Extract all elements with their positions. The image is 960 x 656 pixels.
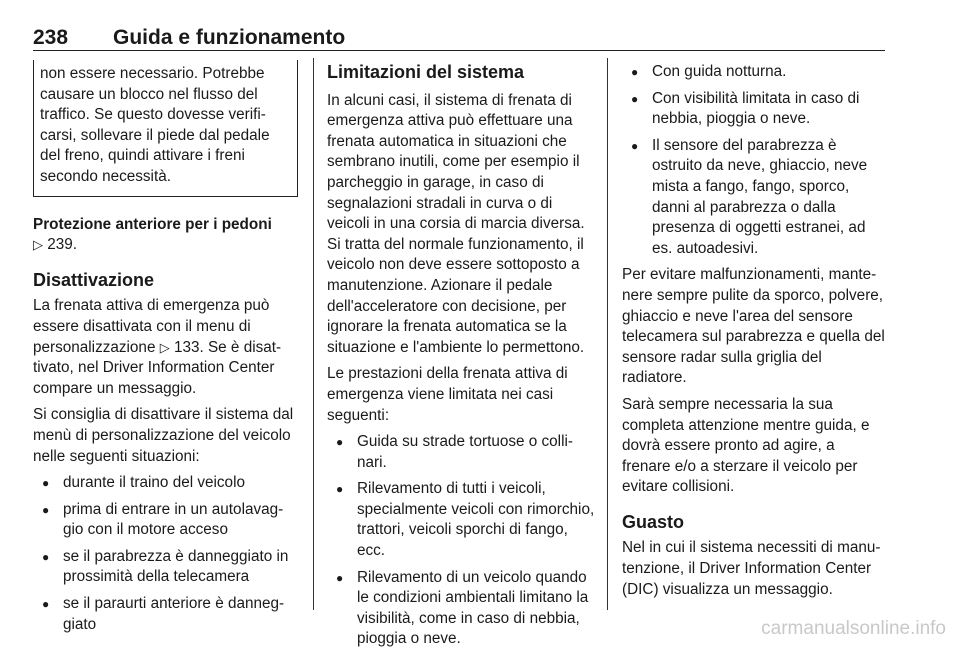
page-ref-icon: ▷ xyxy=(33,237,43,253)
limitations-list-continued xyxy=(622,62,886,259)
list-item: ● Rilevamento di tutti i veicoli, specialmente veicoli con rimorchio, trattori, veicoli sporchi di fango, ecc. xyxy=(327,479,595,561)
column-left xyxy=(33,62,298,641)
page-ref-icon[interactable]: ▷ xyxy=(159,339,170,355)
list-item: ● durante il traino del veicolo xyxy=(33,473,298,494)
page-title: Guida e funzionamento xyxy=(113,26,346,49)
pedestrian-ref[interactable]: ▷ 239. xyxy=(33,236,78,254)
note-text: non essere necessario. Potrebbe causare un blocco nel flusso del traffico. Se questo dovesse verificarsi, sollevare il piede dal pedale del freno, quindi attivare i freni secondo necessità. xyxy=(40,65,270,185)
list-item: ● se il paraurti anteriore è danneggiato xyxy=(33,594,298,635)
limitations-list xyxy=(327,432,595,650)
deactivation-list xyxy=(33,473,298,635)
limitations-heading: Limitazioni del sistema xyxy=(327,62,525,82)
list-item: ● Con visibilità limitata in caso di nebbia, pioggia o neve. xyxy=(622,89,886,130)
list-item: ● Con guida notturna. xyxy=(622,62,886,83)
note-box xyxy=(33,60,298,197)
watermark: carmanualsonline.info xyxy=(761,618,946,639)
header-rule xyxy=(33,50,885,51)
pedestrian-heading: Protezione anteriore per i pedoni xyxy=(33,215,272,233)
maintenance-paragraph: Per evitare malfunzionamenti, mantenere sempre pulite da sporco, polvere, ghiaccio e neve l'area del sensore telecamera sul parabrezza e quella del sensore radar sulla griglia del radiatore. xyxy=(622,266,885,387)
column-divider xyxy=(313,58,314,610)
attention-paragraph: Sarà sempre necessaria la sua completa attenzione mentre guida, e dovrà essere pronto ad agire, a frenare e/o a sterzare il veicolo per evitare collisioni. xyxy=(622,395,870,496)
column-divider xyxy=(607,58,608,610)
page-header xyxy=(33,26,885,52)
page-number: 238 xyxy=(33,26,69,49)
column-right xyxy=(622,62,886,606)
list-item: ● Guida su strade tortuose o collinari. xyxy=(327,432,595,473)
deactivation-paragraph-2: Si consiglia di disattivare il sistema dal menù di personalizzazione del veicolo nelle seguenti situazioni: xyxy=(33,406,294,465)
column-middle xyxy=(327,62,595,656)
fault-heading: Guasto xyxy=(622,511,685,532)
deactivation-heading: Disattivazione xyxy=(33,269,155,290)
list-item: ● se il parabrezza è danneggiato in prossimità della telecamera xyxy=(33,547,298,588)
limitations-paragraph-2: Le prestazioni della frenata attiva di emergenza viene limitata nei casi seguenti: xyxy=(327,365,568,424)
limitations-paragraph-1: In alcuni casi, il sistema di frenata di emergenza attiva può effettuare una frenata automatica in situazioni che sembrano inutili, come per esempio il parcheggio in garage, in caso di segnalazioni stradali in curva o di veicoli in una corsia di marcia diversa. Si tratta del normale funzionamento, il veicolo non deve essere sottoposto a manutenzione. Azionare il pedale dell'acceleratore con decisione, per ignorare la frenata automatica se la situazione e l'ambiente lo permettono. xyxy=(327,91,585,356)
list-item: ● Il sensore del parabrezza è ostruito da neve, ghiaccio, neve mista a fango, fango, sporco, danni al parabrezza o dalla presenza di oggetti estranei, ad es. autoadesivi. xyxy=(622,136,886,260)
deactivation-paragraph-1: La frenata attiva di emergenza può essere disattivata con il menu di personalizzazione ▷ 133. Se è disattivato, nel Driver Information Center compare un messaggio. xyxy=(33,297,282,397)
fault-paragraph: Nel in cui il sistema necessiti di manutenzione, il Driver Information Center (DIC) visualizza un messaggio. xyxy=(622,539,881,598)
list-item: ● Rilevamento di un veicolo quando le condizioni ambientali limitano la visibilità, come in caso di nebbia, pioggia o neve. xyxy=(327,568,595,650)
list-item: ● prima di entrare in un autolavaggio con il motore acceso xyxy=(33,500,298,541)
